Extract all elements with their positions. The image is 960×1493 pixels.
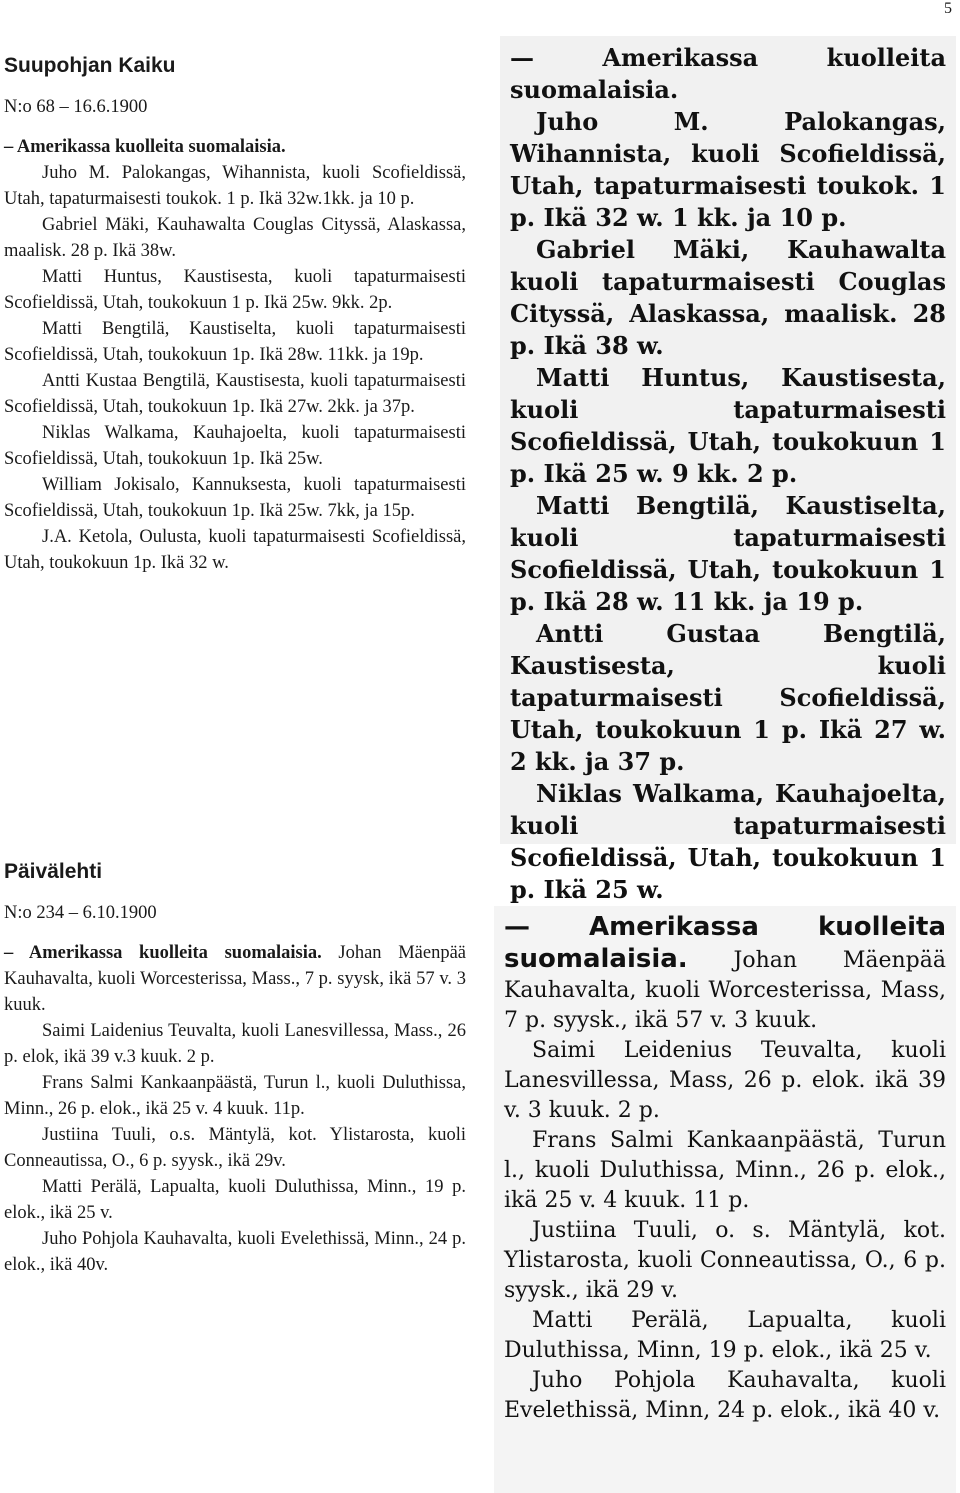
- clipping-entry: Matti Perälä, Lapualta, kuoli Duluthissa, Minn, 19 p. elok., ikä 25 v.: [504, 1308, 946, 1363]
- clipping-headline: — Amerikassa kuolleita suomalaisia.: [504, 912, 946, 974]
- issue-info: N:o 68 – 16.6.1900: [4, 97, 148, 117]
- clipping-entry: Justiina Tuuli, o. s. Mäntylä, kot. Ylistarosta, kuoli Conneautissa, O., 6 p. syysk., ikä 29 v.: [504, 1218, 946, 1303]
- newspaper-clipping-paivalehti: [494, 906, 956, 1493]
- clipping-entry: Juho Pohjola Kauhavalta, kuoli Evelethissä, Minn, 24 p. elok., ikä 40 v.: [504, 1368, 946, 1423]
- obituary-entry: Frans Salmi Kankaanpäästä, Turun l., kuoli Duluthissa, Minn., 26 p. elok., ikä 25 v. 4 kuuk. 11p.: [4, 1073, 466, 1119]
- article-headline: – Amerikassa kuolleita suomalaisia.: [4, 137, 286, 157]
- clipping-entry: Juho M. Palokangas, Wihannista, kuoli Scofieldissä, Utah, tapaturmaisesti toukok. 1 p. Ikä 32 w. 1 kk. ja 10 p.: [510, 107, 946, 232]
- obituary-entry: J.A. Ketola, Oulusta, kuoli tapaturmaisesti Scofieldissä, Utah, toukokuun 1p. Ikä 32 w.: [4, 527, 466, 573]
- section-title: Päivälehti: [4, 860, 103, 883]
- obituary-entry: Matti Perälä, Lapualta, kuoli Duluthissa, Minn., 19 p. elok., ikä 25 v.: [4, 1177, 466, 1223]
- section-suupohjan-kaiku: [4, 52, 466, 576]
- article-body: [4, 134, 466, 576]
- obituary-entry: Justiina Tuuli, o.s. Mäntylä, kot. Ylistarosta, kuoli Conneautissa, O., 6 p. syysk., ikä 29v.: [4, 1125, 466, 1171]
- obituary-entry: Niklas Walkama, Kauhajoelta, kuoli tapaturmaisesti Scofieldissä, Utah, toukokuun 1p. Ikä 25w.: [4, 423, 466, 469]
- clipping-entry: Niklas Walkama, Kauhajoelta, kuoli tapaturmaisesti Scofieldissä, Utah, toukokuun 1 p. Ikä 25 w.: [510, 779, 946, 904]
- clipping-entry: Saimi Leidenius Teuvalta, kuoli Lanesvillessa, Mass, 26 p. elok. ikä 39 v. 3 kuuk. 2 p.: [504, 1038, 946, 1123]
- article-lead: – Amerikassa kuolleita suomalaisia. Johan Mäenpää Kauhavalta, kuoli Worcesterissa, Mass., 7 p. syysk, ikä 57 v. 3 kuuk.: [4, 943, 466, 1015]
- newspaper-clipping-suupohjan-kaiku: [500, 36, 956, 904]
- obituary-entry: Juho Pohjola Kauhavalta, kuoli Evelethissä, Minn., 24 p. elok., ikä 40v.: [4, 1229, 466, 1275]
- clipping-entry: Matti Bengtilä, Kaustiselta, kuoli tapaturmaisesti Scofieldissä, Utah, toukokuun 1 p. Ikä 28 w. 11 kk. ja 19 p.: [510, 491, 946, 616]
- obituary-entry: Saimi Laidenius Teuvalta, kuoli Lanesvillessa, Mass., 26 p. elok, ikä 39 v.3 kuuk. 2 p.: [4, 1021, 466, 1067]
- section-title: Suupohjan Kaiku: [4, 54, 176, 77]
- issue-info: N:o 234 – 6.10.1900: [4, 903, 157, 923]
- obituary-entry: Matti Bengtilä, Kaustiselta, kuoli tapaturmaisesti Scofieldissä, Utah, toukokuun 1p. Ikä 28w. 11kk. ja 19p.: [4, 319, 466, 365]
- clipping-lead: — Amerikassa kuolleita suomalaisia. Johan Mäenpää Kauhavalta, kuoli Worcesterissa, Mass, 7 p. syysk., ikä 57 v. 3 kuuk.: [504, 912, 946, 1033]
- clipping-entry: Frans Salmi Kankaanpäästä, Turun l., kuoli Duluthissa, Minn., 26 p. elok., ikä 25 v. 4 kuuk. 11 p.: [504, 1128, 946, 1213]
- article-body: [4, 940, 466, 1278]
- clipping-entry: Gabriel Mäki, Kauhawalta kuoli tapaturmaisesti Couglas Cityssä, Alaskassa, maalisk. 28 p. Ikä 38 w.: [510, 235, 946, 360]
- obituary-entry: Antti Kustaa Bengtilä, Kaustisesta, kuoli tapaturmaisesti Scofieldissä, Utah, toukokuun 1p. Ikä 27w. 2kk. ja 37p.: [4, 371, 466, 417]
- clipping-entry: Antti Gustaa Bengtilä, Kaustisesta, kuoli tapaturmaisesti Scofieldissä, Utah, toukokuun 1 p. Ikä 27 w. 2 kk. ja 37 p.: [510, 619, 946, 776]
- obituary-entry: Gabriel Mäki, Kauhawalta Couglas Cityssä, Alaskassa, maalisk. 28 p. Ikä 38w.: [4, 215, 466, 261]
- section-paivalehti: [4, 858, 466, 1278]
- article-headline: – Amerikassa kuolleita suomalaisia.: [4, 943, 322, 963]
- clipping-headline: — Amerikassa kuolleita suomalaisia.: [510, 43, 946, 104]
- obituary-entry: Juho M. Palokangas, Wihannista, kuoli Scofieldissä, Utah, tapaturmaisesti toukok. 1 p. Ikä 32w.1kk. ja 10 p.: [4, 163, 466, 209]
- obituary-entry: William Jokisalo, Kannuksesta, kuoli tapaturmaisesti Scofieldissä, Utah, toukokuun 1p. Ikä 25w. 7kk, ja 15p.: [4, 475, 466, 521]
- clipping-entry: Matti Huntus, Kaustisesta, kuoli tapaturmaisesti Scofieldissä, Utah, toukokuun 1 p. Ikä 25 w. 9 kk. 2 p.: [510, 363, 946, 488]
- obituary-entry: Matti Huntus, Kaustisesta, kuoli tapaturmaisesti Scofieldissä, Utah, toukokuun 1 p. Ikä 25w. 9kk. 2p.: [4, 267, 466, 313]
- page-number: 5: [944, 0, 952, 17]
